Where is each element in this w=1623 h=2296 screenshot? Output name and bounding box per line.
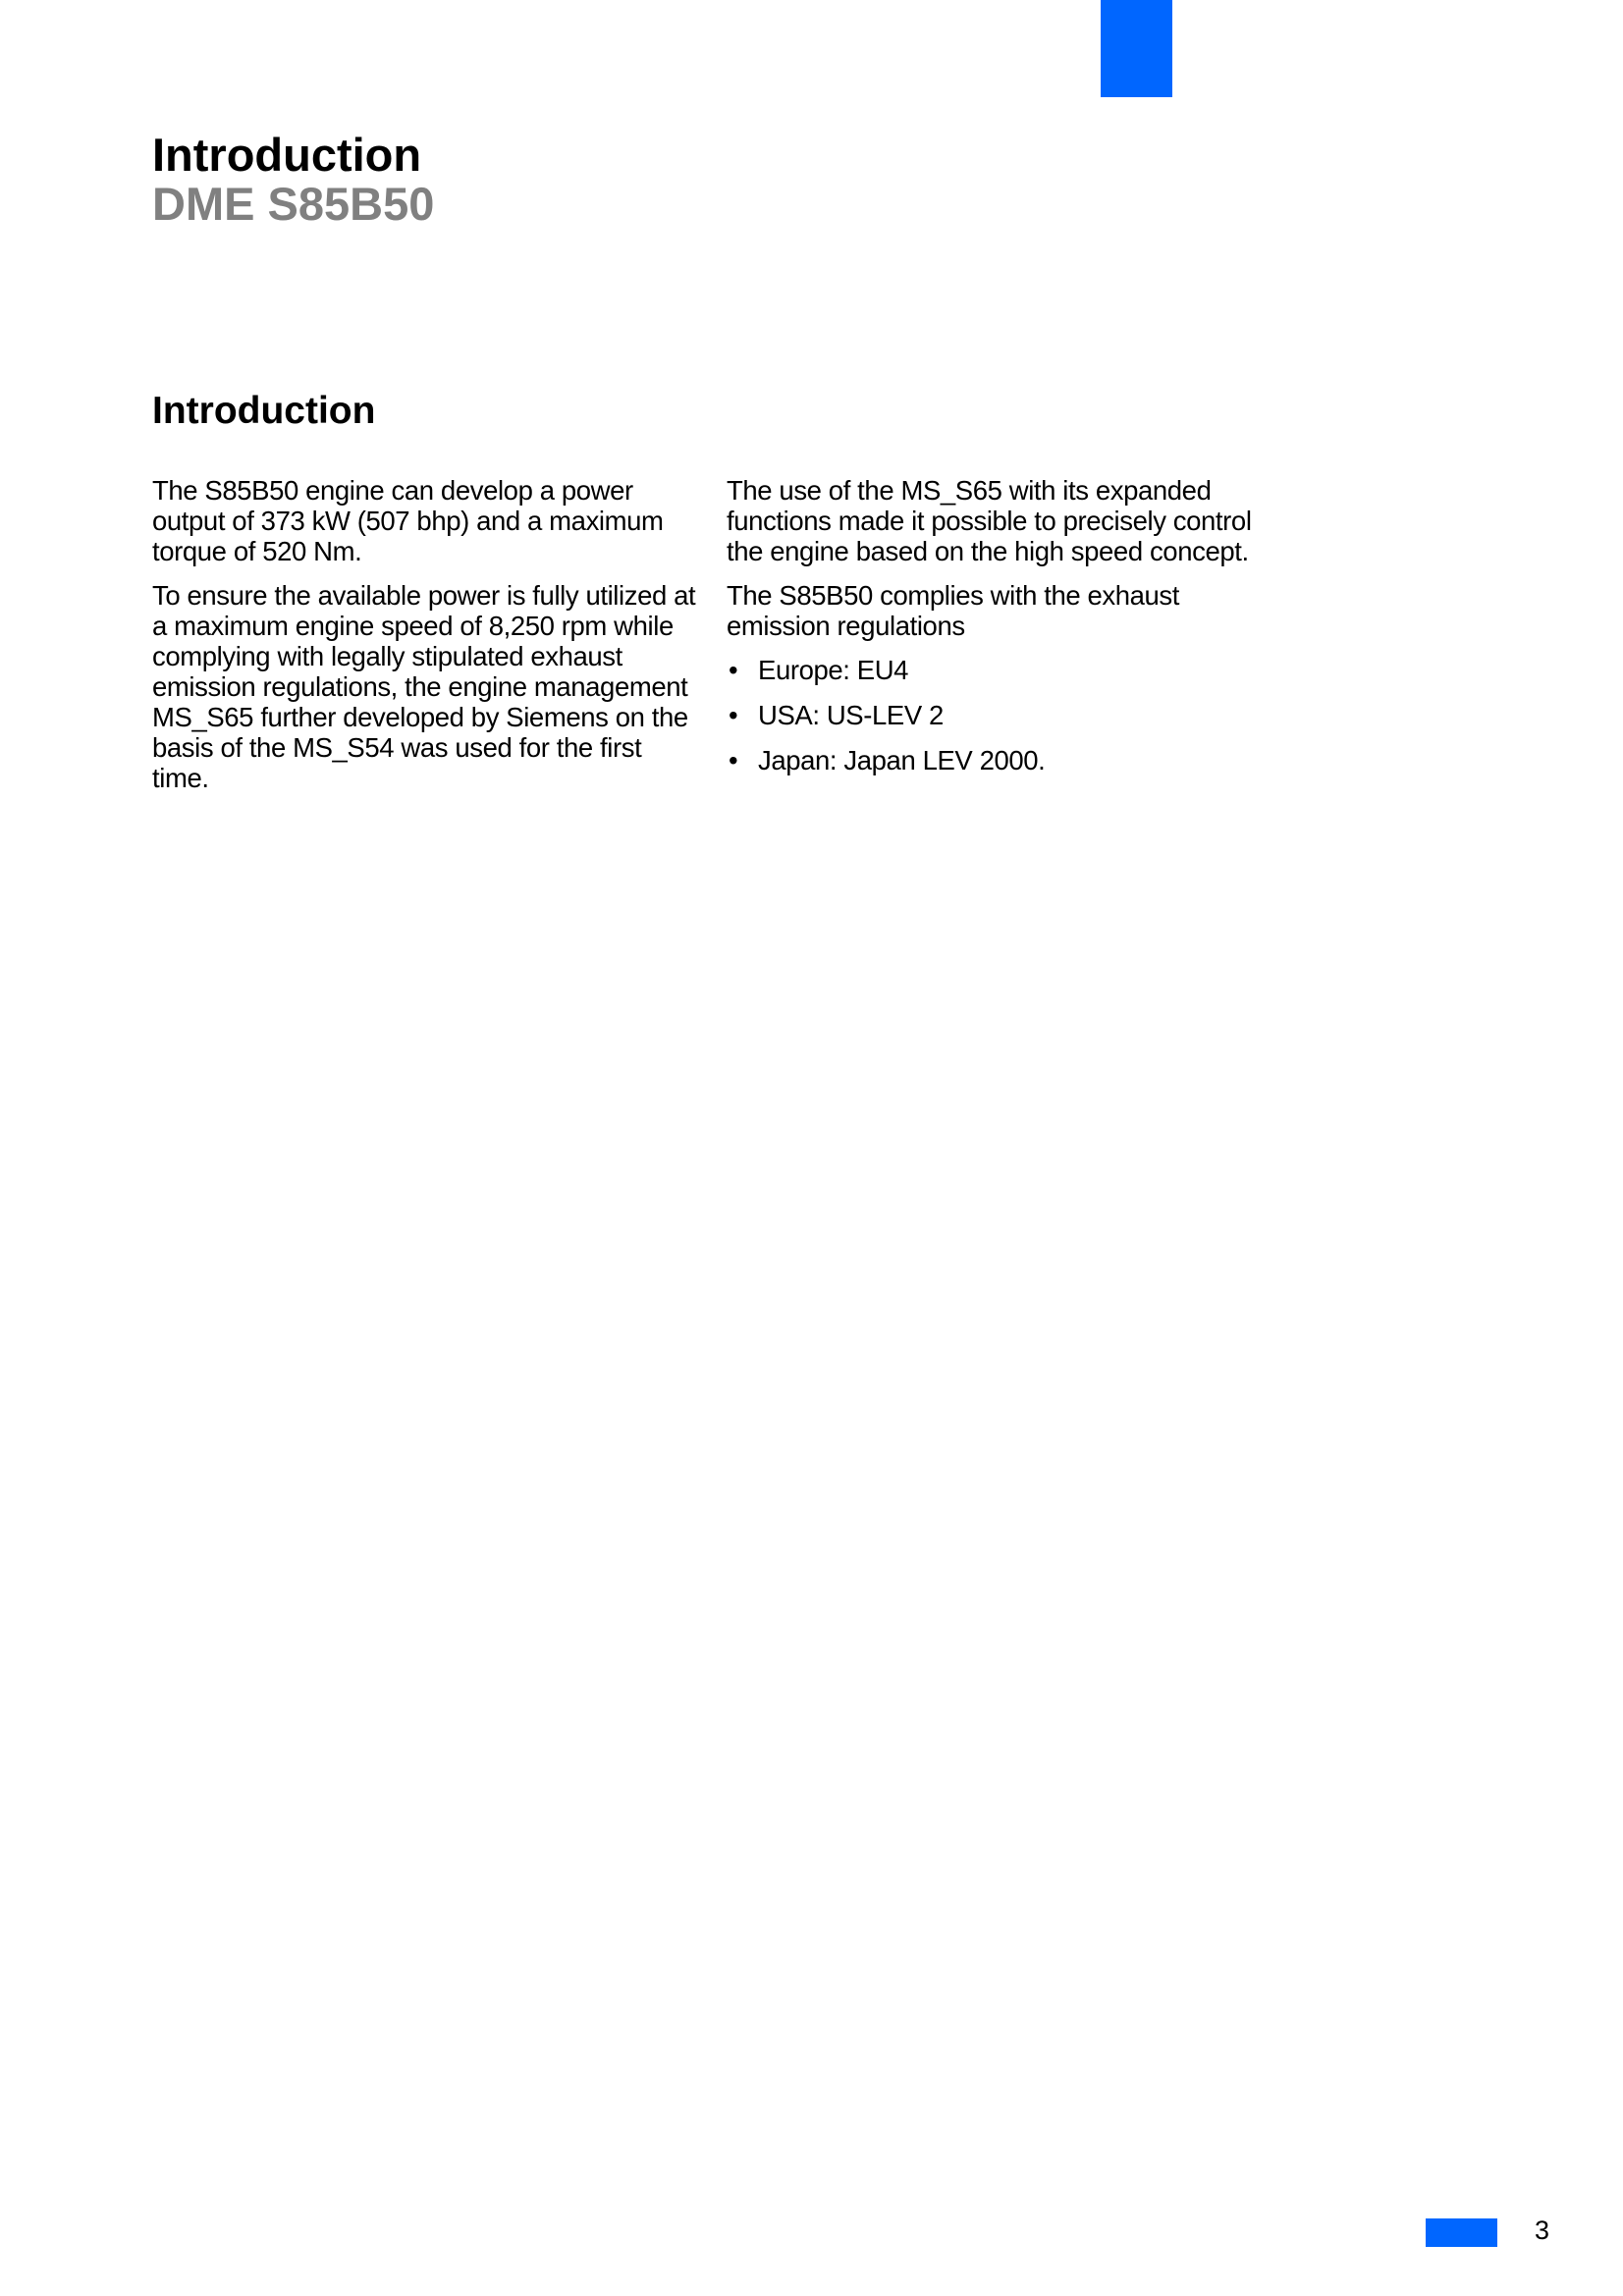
- list-item-text: Europe: EU4: [758, 655, 909, 685]
- right-paragraph-2: The S85B50 complies with the exhaust emission regulations: [727, 580, 1180, 641]
- bullet-icon: •: [729, 655, 738, 685]
- list-item-text: Japan: Japan LEV 2000.: [758, 745, 1046, 775]
- left-paragraph-1: The S85B50 engine can develop a power output of 373 kW (507 bhp) and a maximum torque of 520 Nm.: [152, 475, 664, 566]
- left-column: [152, 475, 702, 807]
- bullet-icon: •: [729, 700, 738, 730]
- page-number: 3: [1535, 2216, 1550, 2245]
- right-paragraph-1: The use of the MS_S65 with its expanded functions made it possible to precisely control the engine based on the high speed concept.: [727, 475, 1252, 566]
- section-heading: Introduction: [152, 390, 376, 432]
- document-subtitle: DME S85B50: [152, 178, 435, 230]
- list-item: [727, 745, 1286, 775]
- emission-regulations-list: [727, 655, 1286, 775]
- bullet-icon: •: [729, 745, 738, 775]
- document-title: Introduction: [152, 129, 422, 181]
- top-accent-tab: [1101, 0, 1172, 97]
- right-column: [727, 475, 1286, 790]
- list-item-text: USA: US-LEV 2: [758, 700, 944, 730]
- list-item: [727, 700, 1286, 730]
- list-item: [727, 655, 1286, 685]
- left-paragraph-2: To ensure the available power is fully utilized at a maximum engine speed of 8,250 rpm while complying with legally stipulated exhaust emission regulations, the engine management MS_S65 further developed by Siemens on the basis of the MS_S54 was used for the first time.: [152, 580, 696, 793]
- bottom-accent-tab: [1426, 2218, 1497, 2247]
